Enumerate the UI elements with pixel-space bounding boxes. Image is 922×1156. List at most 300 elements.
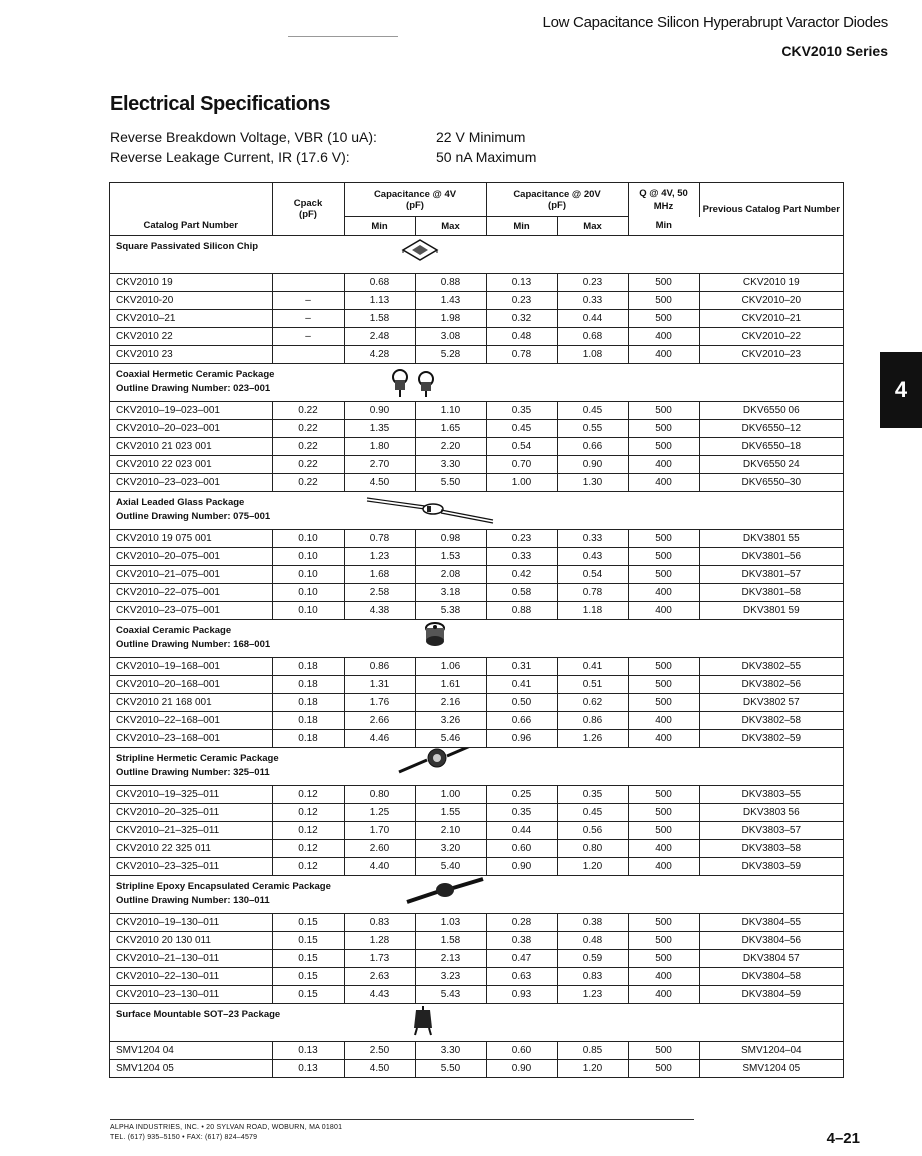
cell-cap20v-max: 0.45 bbox=[557, 804, 628, 822]
cell-cpack: 0.22 bbox=[272, 456, 344, 474]
cell-cpack: 0.15 bbox=[272, 950, 344, 968]
cell-cap4v-max: 1.03 bbox=[415, 914, 486, 932]
cell-cap4v-min: 4.46 bbox=[344, 730, 415, 748]
table-row bbox=[110, 730, 843, 748]
table-row bbox=[110, 474, 843, 492]
cell-part-number: SMV1204 05 bbox=[110, 1060, 272, 1078]
cell-cap4v-min: 4.28 bbox=[344, 346, 415, 364]
sot23-package-icon bbox=[408, 1006, 438, 1039]
cell-q-min: 500 bbox=[628, 950, 699, 968]
page-number: 4–21 bbox=[826, 1130, 860, 1147]
table-row bbox=[110, 584, 843, 602]
header-catalog-part-number: Catalog Part Number bbox=[110, 183, 272, 236]
table-row bbox=[110, 1060, 843, 1078]
specifications-table bbox=[109, 182, 844, 1078]
table-row bbox=[110, 1042, 843, 1060]
table-header-row-1 bbox=[110, 183, 843, 217]
cell-cap20v-min: 0.35 bbox=[486, 804, 557, 822]
package-section-header bbox=[110, 1004, 843, 1042]
table-row bbox=[110, 420, 843, 438]
cell-part-number: CKV2010 23 bbox=[110, 346, 272, 364]
cell-cap20v-min: 0.78 bbox=[486, 346, 557, 364]
cell-cap4v-min: 0.68 bbox=[344, 274, 415, 292]
cell-cpack: 0.22 bbox=[272, 402, 344, 420]
cell-cap20v-max: 0.23 bbox=[557, 274, 628, 292]
cell-cap20v-min: 0.13 bbox=[486, 274, 557, 292]
table-row bbox=[110, 530, 843, 548]
cell-q-min: 500 bbox=[628, 310, 699, 328]
table-row bbox=[110, 694, 843, 712]
cell-part-number: CKV2010–23–325–011 bbox=[110, 858, 272, 876]
stripline-hermetic-package-icon bbox=[397, 748, 477, 782]
cell-cpack: 0.13 bbox=[272, 1060, 344, 1078]
cell-q-min: 500 bbox=[628, 914, 699, 932]
cell-previous-part-number: DKV3802–56 bbox=[699, 676, 843, 694]
cell-cap4v-max: 3.26 bbox=[415, 712, 486, 730]
cell-cpack: 0.22 bbox=[272, 438, 344, 456]
package-section-cell bbox=[110, 748, 843, 786]
chip-icon bbox=[400, 238, 440, 267]
cell-cap4v-min: 1.23 bbox=[344, 548, 415, 566]
table-row bbox=[110, 292, 843, 310]
cell-cap20v-max: 1.20 bbox=[557, 858, 628, 876]
cell-cpack bbox=[272, 346, 344, 364]
table-row bbox=[110, 328, 843, 346]
cell-cap4v-min: 2.66 bbox=[344, 712, 415, 730]
table-row bbox=[110, 914, 843, 932]
cell-cap20v-max: 1.30 bbox=[557, 474, 628, 492]
cell-cpack: 0.18 bbox=[272, 694, 344, 712]
cell-cap20v-max: 0.33 bbox=[557, 292, 628, 310]
cell-part-number: CKV2010–21–325–011 bbox=[110, 822, 272, 840]
cell-cap4v-min: 2.50 bbox=[344, 1042, 415, 1060]
cell-cap20v-min: 0.35 bbox=[486, 402, 557, 420]
cell-previous-part-number: DKV3803–57 bbox=[699, 822, 843, 840]
cell-part-number: CKV2010–22–075–001 bbox=[110, 584, 272, 602]
package-outline-drawing: Outline Drawing Number: 130–011 bbox=[116, 895, 270, 906]
cell-cap4v-max: 5.38 bbox=[415, 602, 486, 620]
cell-q-min: 400 bbox=[628, 840, 699, 858]
cell-cap4v-max: 1.61 bbox=[415, 676, 486, 694]
series-name: CKV2010 Series bbox=[781, 43, 888, 59]
cell-part-number: CKV2010–23–130–011 bbox=[110, 986, 272, 1004]
cell-cap20v-max: 0.43 bbox=[557, 548, 628, 566]
cell-cap4v-min: 1.73 bbox=[344, 950, 415, 968]
cell-cap4v-min: 1.58 bbox=[344, 310, 415, 328]
cell-cap20v-min: 0.90 bbox=[486, 858, 557, 876]
cell-cpack: 0.18 bbox=[272, 676, 344, 694]
cell-cpack: 0.22 bbox=[272, 420, 344, 438]
cell-cap20v-min: 0.47 bbox=[486, 950, 557, 968]
chapter-tab: 4 bbox=[880, 352, 922, 428]
table-row bbox=[110, 822, 843, 840]
cell-previous-part-number: DKV6550–18 bbox=[699, 438, 843, 456]
cell-cap20v-max: 0.48 bbox=[557, 932, 628, 950]
cell-cap4v-max: 3.30 bbox=[415, 1042, 486, 1060]
cell-part-number: CKV2010 22 325 011 bbox=[110, 840, 272, 858]
cell-q-min: 400 bbox=[628, 456, 699, 474]
cell-q-min: 400 bbox=[628, 602, 699, 620]
cell-cap20v-min: 0.23 bbox=[486, 530, 557, 548]
cell-cap20v-min: 0.60 bbox=[486, 840, 557, 858]
cell-previous-part-number: SMV1204–04 bbox=[699, 1042, 843, 1060]
cell-cap20v-max: 0.55 bbox=[557, 420, 628, 438]
table-row bbox=[110, 676, 843, 694]
cell-cap4v-min: 0.86 bbox=[344, 658, 415, 676]
cell-cap20v-min: 0.48 bbox=[486, 328, 557, 346]
cell-cpack: 0.15 bbox=[272, 932, 344, 950]
package-title: Stripline Hermetic Ceramic Package bbox=[116, 753, 279, 764]
cell-cap4v-min: 4.43 bbox=[344, 986, 415, 1004]
header-cap20v-min: Min bbox=[486, 217, 557, 236]
cell-previous-part-number: DKV3803 56 bbox=[699, 804, 843, 822]
spec-value: 50 nA Maximum bbox=[436, 149, 537, 165]
header-divider bbox=[288, 36, 398, 37]
cell-cap20v-max: 0.41 bbox=[557, 658, 628, 676]
cell-cap20v-max: 1.20 bbox=[557, 1060, 628, 1078]
header-cap4v-label: Capacitance @ 4V bbox=[373, 188, 457, 200]
cell-previous-part-number: CKV2010–23 bbox=[699, 346, 843, 364]
cell-cap4v-max: 5.43 bbox=[415, 986, 486, 1004]
cell-cap20v-min: 0.96 bbox=[486, 730, 557, 748]
cell-cap20v-min: 0.66 bbox=[486, 712, 557, 730]
cell-part-number: CKV2010–22–168–001 bbox=[110, 712, 272, 730]
cell-cpack: 0.13 bbox=[272, 1042, 344, 1060]
table-row bbox=[110, 932, 843, 950]
cell-cpack: 0.10 bbox=[272, 602, 344, 620]
cell-previous-part-number: DKV3801–58 bbox=[699, 584, 843, 602]
cell-q-min: 400 bbox=[628, 968, 699, 986]
cell-cpack: 0.12 bbox=[272, 858, 344, 876]
cell-cpack: 0.10 bbox=[272, 530, 344, 548]
header-capacitance-20v bbox=[486, 183, 628, 217]
cell-cpack: 0.18 bbox=[272, 730, 344, 748]
cell-cap4v-max: 3.08 bbox=[415, 328, 486, 346]
cell-cap4v-max: 3.23 bbox=[415, 968, 486, 986]
cell-previous-part-number: DKV3802–58 bbox=[699, 712, 843, 730]
footer-divider bbox=[110, 1119, 694, 1120]
cell-previous-part-number: DKV3801 55 bbox=[699, 530, 843, 548]
cell-cap4v-max: 3.30 bbox=[415, 456, 486, 474]
cell-cap20v-min: 0.45 bbox=[486, 420, 557, 438]
cell-part-number: CKV2010–20–168–001 bbox=[110, 676, 272, 694]
cell-cap20v-max: 0.80 bbox=[557, 840, 628, 858]
header-cpack bbox=[272, 183, 344, 236]
cell-cap20v-max: 0.38 bbox=[557, 914, 628, 932]
cell-q-min: 400 bbox=[628, 730, 699, 748]
package-outline-drawing: Outline Drawing Number: 023–001 bbox=[116, 383, 271, 394]
cell-cpack: 0.18 bbox=[272, 658, 344, 676]
cell-previous-part-number: SMV1204 05 bbox=[699, 1060, 843, 1078]
cell-q-min: 500 bbox=[628, 548, 699, 566]
cell-cpack: 0.15 bbox=[272, 986, 344, 1004]
cell-cap4v-min: 0.83 bbox=[344, 914, 415, 932]
cell-part-number: CKV2010–19–023–001 bbox=[110, 402, 272, 420]
cell-cap20v-min: 0.70 bbox=[486, 456, 557, 474]
package-title: Surface Mountable SOT–23 Package bbox=[116, 1009, 281, 1020]
cell-cap4v-max: 2.08 bbox=[415, 566, 486, 584]
cell-cap4v-max: 1.65 bbox=[415, 420, 486, 438]
cell-cap20v-min: 0.42 bbox=[486, 566, 557, 584]
cell-cap4v-max: 1.58 bbox=[415, 932, 486, 950]
cell-cap4v-max: 2.20 bbox=[415, 438, 486, 456]
coaxial-ceramic-package-icon bbox=[420, 620, 450, 653]
cell-cpack: 0.12 bbox=[272, 786, 344, 804]
package-section-header bbox=[110, 620, 843, 658]
cell-cap4v-max: 1.53 bbox=[415, 548, 486, 566]
cell-q-min: 500 bbox=[628, 658, 699, 676]
cell-part-number: CKV2010–19–130–011 bbox=[110, 914, 272, 932]
cell-cpack: 0.22 bbox=[272, 474, 344, 492]
cell-q-min: 500 bbox=[628, 932, 699, 950]
cell-cap4v-max: 2.13 bbox=[415, 950, 486, 968]
cell-cap4v-max: 5.46 bbox=[415, 730, 486, 748]
cell-cap20v-min: 0.38 bbox=[486, 932, 557, 950]
cell-cap20v-max: 0.90 bbox=[557, 456, 628, 474]
cell-q-min: 500 bbox=[628, 420, 699, 438]
cell-cap20v-max: 0.51 bbox=[557, 676, 628, 694]
header-cap20v-label: Capacitance @ 20V bbox=[513, 188, 601, 200]
cell-cap4v-min: 4.38 bbox=[344, 602, 415, 620]
cell-q-min: 500 bbox=[628, 804, 699, 822]
cell-cap4v-max: 1.98 bbox=[415, 310, 486, 328]
cell-cap4v-max: 1.43 bbox=[415, 292, 486, 310]
package-outline-drawing: Outline Drawing Number: 325–011 bbox=[116, 767, 270, 778]
cell-q-min: 400 bbox=[628, 474, 699, 492]
header-cpack-unit: (pF) bbox=[299, 209, 317, 220]
header-previous-catalog: Previous Catalog Part Number bbox=[702, 203, 840, 215]
cell-cap4v-min: 4.40 bbox=[344, 858, 415, 876]
cell-cap20v-min: 0.32 bbox=[486, 310, 557, 328]
cell-cap4v-max: 0.88 bbox=[415, 274, 486, 292]
cell-q-min: 400 bbox=[628, 346, 699, 364]
table-row bbox=[110, 548, 843, 566]
cell-cap20v-max: 0.33 bbox=[557, 530, 628, 548]
cell-part-number: CKV2010 19 075 001 bbox=[110, 530, 272, 548]
cell-q-min: 500 bbox=[628, 676, 699, 694]
cell-part-number: CKV2010–21–075–001 bbox=[110, 566, 272, 584]
cell-previous-part-number: DKV3802 57 bbox=[699, 694, 843, 712]
cell-cap20v-min: 0.31 bbox=[486, 658, 557, 676]
cell-cpack: 0.15 bbox=[272, 914, 344, 932]
footer-phone: TEL. (617) 935–5150 • FAX: (617) 824–4579 bbox=[110, 1134, 258, 1141]
package-section-header bbox=[110, 492, 843, 530]
cell-cap20v-max: 1.08 bbox=[557, 346, 628, 364]
cell-cap4v-max: 1.10 bbox=[415, 402, 486, 420]
cell-part-number: CKV2010–21–130–011 bbox=[110, 950, 272, 968]
cell-q-min: 400 bbox=[628, 986, 699, 1004]
package-title: Coaxial Ceramic Package bbox=[116, 625, 232, 636]
cell-part-number: CKV2010 19 bbox=[110, 274, 272, 292]
cell-previous-part-number: DKV3801–56 bbox=[699, 548, 843, 566]
cell-cap4v-min: 1.70 bbox=[344, 822, 415, 840]
cell-previous-part-number: DKV3802–55 bbox=[699, 658, 843, 676]
cell-q-min: 400 bbox=[628, 328, 699, 346]
cell-part-number: CKV2010–20–023–001 bbox=[110, 420, 272, 438]
cell-cap20v-max: 0.83 bbox=[557, 968, 628, 986]
cell-previous-part-number: DKV6550 24 bbox=[699, 456, 843, 474]
package-title: Coaxial Hermetic Ceramic Package bbox=[116, 369, 275, 380]
cell-q-min: 500 bbox=[628, 786, 699, 804]
cell-cpack bbox=[272, 274, 344, 292]
cell-previous-part-number: CKV2010–21 bbox=[699, 310, 843, 328]
stripline-epoxy-package-icon bbox=[405, 876, 485, 909]
cell-cap20v-min: 0.93 bbox=[486, 986, 557, 1004]
table-row bbox=[110, 840, 843, 858]
cell-part-number: CKV2010–21 bbox=[110, 310, 272, 328]
cell-q-min: 500 bbox=[628, 1042, 699, 1060]
cell-previous-part-number: DKV3802–59 bbox=[699, 730, 843, 748]
cell-part-number: CKV2010 21 023 001 bbox=[110, 438, 272, 456]
cell-cap20v-min: 0.28 bbox=[486, 914, 557, 932]
cell-previous-part-number: DKV3803–58 bbox=[699, 840, 843, 858]
table-row bbox=[110, 402, 843, 420]
cell-previous-part-number: DKV3801 59 bbox=[699, 602, 843, 620]
package-section-header bbox=[110, 236, 843, 274]
cell-cpack: 0.12 bbox=[272, 840, 344, 858]
cell-cpack: 0.10 bbox=[272, 566, 344, 584]
cell-cap4v-min: 1.31 bbox=[344, 676, 415, 694]
cell-cap4v-min: 0.78 bbox=[344, 530, 415, 548]
cell-cap20v-min: 0.90 bbox=[486, 1060, 557, 1078]
cell-part-number: CKV2010 21 168 001 bbox=[110, 694, 272, 712]
cell-cap4v-max: 2.16 bbox=[415, 694, 486, 712]
cell-part-number: CKV2010 22 bbox=[110, 328, 272, 346]
cell-cap20v-max: 0.85 bbox=[557, 1042, 628, 1060]
cell-cap4v-min: 0.90 bbox=[344, 402, 415, 420]
package-title: Axial Leaded Glass Package bbox=[116, 497, 245, 508]
cell-cpack: 0.15 bbox=[272, 968, 344, 986]
cell-part-number: CKV2010–23–023–001 bbox=[110, 474, 272, 492]
cell-previous-part-number: DKV3804–58 bbox=[699, 968, 843, 986]
cell-previous-part-number: DKV6550–30 bbox=[699, 474, 843, 492]
cell-cap20v-min: 1.00 bbox=[486, 474, 557, 492]
table-row bbox=[110, 712, 843, 730]
cell-cap4v-min: 2.70 bbox=[344, 456, 415, 474]
table-row bbox=[110, 456, 843, 474]
table-row bbox=[110, 566, 843, 584]
cell-part-number: CKV2010–23–168–001 bbox=[110, 730, 272, 748]
cell-cap4v-min: 1.76 bbox=[344, 694, 415, 712]
cell-cap4v-min: 2.63 bbox=[344, 968, 415, 986]
cell-part-number: CKV2010–19–168–001 bbox=[110, 658, 272, 676]
cell-cap4v-max: 2.10 bbox=[415, 822, 486, 840]
cell-cap4v-max: 3.20 bbox=[415, 840, 486, 858]
cell-previous-part-number: DKV3803–59 bbox=[699, 858, 843, 876]
cell-cpack: 0.12 bbox=[272, 804, 344, 822]
cell-cpack: – bbox=[272, 292, 344, 310]
cell-cap4v-max: 3.18 bbox=[415, 584, 486, 602]
cell-q-min: 500 bbox=[628, 292, 699, 310]
cell-cap20v-min: 0.54 bbox=[486, 438, 557, 456]
cell-part-number: CKV2010–22–130–011 bbox=[110, 968, 272, 986]
cell-cap4v-min: 2.48 bbox=[344, 328, 415, 346]
cell-cap20v-max: 0.68 bbox=[557, 328, 628, 346]
cell-q-min: 500 bbox=[628, 530, 699, 548]
cell-cap4v-min: 2.60 bbox=[344, 840, 415, 858]
table-row bbox=[110, 968, 843, 986]
cell-cap20v-min: 0.41 bbox=[486, 676, 557, 694]
spec-value: 22 V Minimum bbox=[436, 129, 526, 145]
cell-previous-part-number: DKV6550 06 bbox=[699, 402, 843, 420]
cell-cap20v-max: 1.23 bbox=[557, 986, 628, 1004]
table-row bbox=[110, 858, 843, 876]
cell-cap4v-min: 4.50 bbox=[344, 1060, 415, 1078]
cell-cap4v-min: 1.13 bbox=[344, 292, 415, 310]
cell-q-min: 400 bbox=[628, 858, 699, 876]
cell-previous-part-number: DKV3804–55 bbox=[699, 914, 843, 932]
cell-cap20v-min: 0.63 bbox=[486, 968, 557, 986]
cell-part-number: CKV2010–23–075–001 bbox=[110, 602, 272, 620]
cell-q-min: 500 bbox=[628, 274, 699, 292]
cell-cpack: – bbox=[272, 310, 344, 328]
table-row bbox=[110, 274, 843, 292]
package-section-cell bbox=[110, 620, 843, 658]
cell-q-min: 500 bbox=[628, 822, 699, 840]
cell-q-min: 500 bbox=[628, 402, 699, 420]
package-section-header bbox=[110, 876, 843, 914]
cell-q-min: 500 bbox=[628, 566, 699, 584]
cell-q-min: 500 bbox=[628, 438, 699, 456]
cell-cap20v-min: 0.44 bbox=[486, 822, 557, 840]
cell-cap4v-max: 1.55 bbox=[415, 804, 486, 822]
footer-address: ALPHA INDUSTRIES, INC. • 20 SYLVAN ROAD, WOBURN, MA 01801 bbox=[110, 1124, 343, 1131]
table-row bbox=[110, 804, 843, 822]
cell-cpack: 0.10 bbox=[272, 584, 344, 602]
package-section-header bbox=[110, 748, 843, 786]
cell-cap4v-max: 1.00 bbox=[415, 786, 486, 804]
cell-previous-part-number: DKV3804–56 bbox=[699, 932, 843, 950]
package-section-cell bbox=[110, 492, 843, 530]
cell-cap20v-max: 0.66 bbox=[557, 438, 628, 456]
cell-cap20v-max: 0.59 bbox=[557, 950, 628, 968]
cell-previous-part-number: DKV3803–55 bbox=[699, 786, 843, 804]
cell-q-min: 400 bbox=[628, 712, 699, 730]
cell-cap20v-min: 0.25 bbox=[486, 786, 557, 804]
header-q-min: Min bbox=[655, 220, 672, 232]
cell-q-min: 400 bbox=[628, 584, 699, 602]
cell-previous-part-number: DKV3804 57 bbox=[699, 950, 843, 968]
header-cap20v-max: Max bbox=[557, 217, 628, 236]
section-title: Electrical Specifications bbox=[110, 93, 331, 115]
package-outline-drawing: Outline Drawing Number: 075–001 bbox=[116, 511, 271, 522]
cell-q-min: 500 bbox=[628, 694, 699, 712]
cell-part-number: CKV2010-20 bbox=[110, 292, 272, 310]
header-cap4v-max: Max bbox=[415, 217, 486, 236]
header-cpack-label: Cpack bbox=[293, 198, 323, 209]
table-row bbox=[110, 950, 843, 968]
cell-part-number: CKV2010 22 023 001 bbox=[110, 456, 272, 474]
cell-cap20v-max: 0.45 bbox=[557, 402, 628, 420]
cell-cap20v-min: 0.60 bbox=[486, 1042, 557, 1060]
cell-cap4v-max: 0.98 bbox=[415, 530, 486, 548]
cell-cap4v-max: 5.50 bbox=[415, 474, 486, 492]
header-cap20v-unit: (pF) bbox=[548, 199, 566, 211]
cell-cap20v-max: 0.78 bbox=[557, 584, 628, 602]
cell-cap4v-max: 5.50 bbox=[415, 1060, 486, 1078]
package-section-header bbox=[110, 364, 843, 402]
cell-previous-part-number: CKV2010 19 bbox=[699, 274, 843, 292]
cell-cap4v-min: 1.35 bbox=[344, 420, 415, 438]
cell-cap4v-max: 1.06 bbox=[415, 658, 486, 676]
package-section-cell bbox=[110, 364, 843, 402]
table-row bbox=[110, 786, 843, 804]
cell-previous-part-number: DKV3804–59 bbox=[699, 986, 843, 1004]
cell-cap20v-max: 1.26 bbox=[557, 730, 628, 748]
cell-cap20v-max: 0.44 bbox=[557, 310, 628, 328]
cell-cap4v-min: 1.68 bbox=[344, 566, 415, 584]
table-row bbox=[110, 658, 843, 676]
